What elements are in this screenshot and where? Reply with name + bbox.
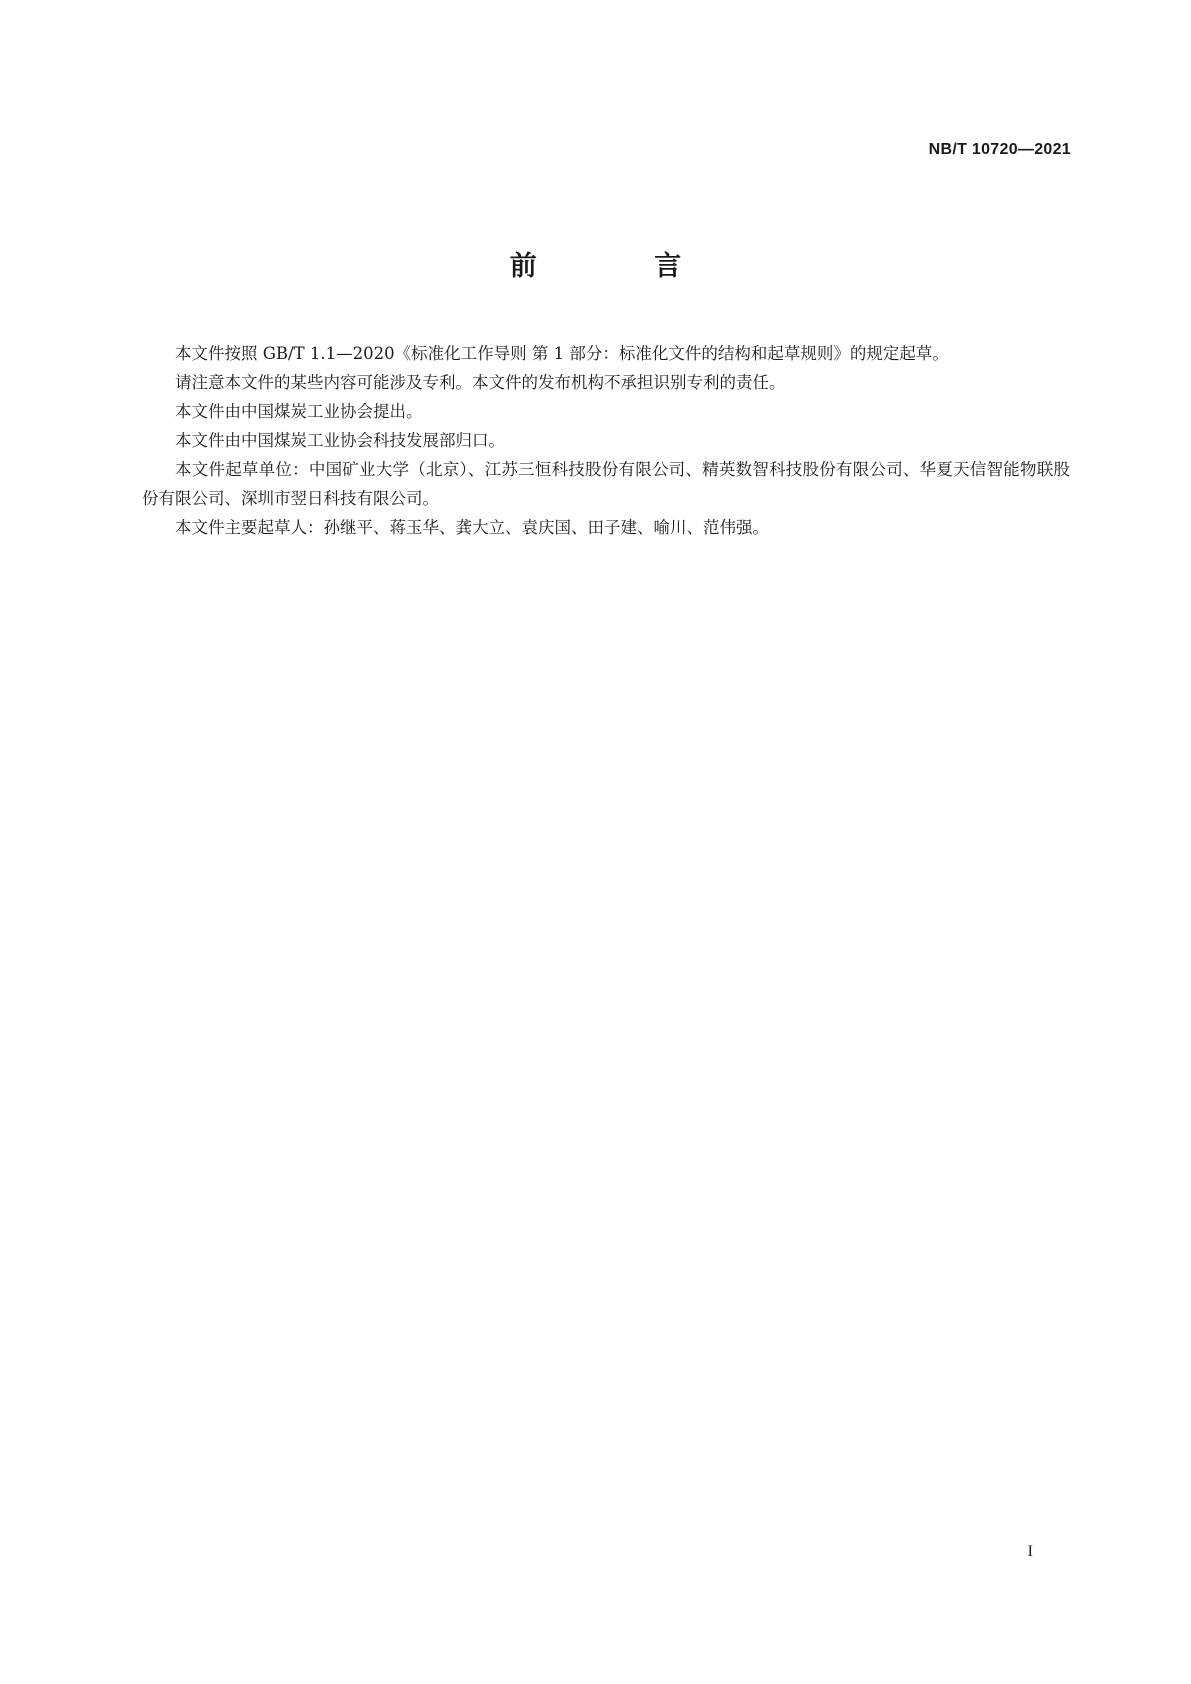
page-number: I <box>1027 1543 1033 1560</box>
paragraph-centralized-by: 本文件由中国煤炭工业协会科技发展部归口。 <box>175 431 505 450</box>
paragraph-drafting-units: 本文件起草单位：中国矿业大学（北京）、江苏三恒科技股份有限公司、精英数智科技股份有限公司、华夏天信智能物联股份有限公司、深圳市翌日科技有限公司。 <box>142 460 1070 508</box>
paragraph-drafters: 本文件主要起草人：孙继平、蒋玉华、龚大立、袁庆国、田子建、喻川、范伟强。 <box>175 518 769 537</box>
foreword-body <box>142 339 1070 542</box>
page-title: 前 言 <box>509 251 736 282</box>
paragraph-patent-notice: 请注意本文件的某些内容可能涉及专利。本文件的发布机构不承担识别专利的责任。 <box>175 373 786 392</box>
standard-code: NB/T 10720—2021 <box>928 141 1071 158</box>
paragraph-drafting-rules: 本文件按照 GB/T 1.1—2020《标准化工作导则 第 1 部分：标准化文件的结构和起草规则》的规定起草。 <box>175 344 949 363</box>
paragraph-proposer: 本文件由中国煤炭工业协会提出。 <box>175 402 423 421</box>
